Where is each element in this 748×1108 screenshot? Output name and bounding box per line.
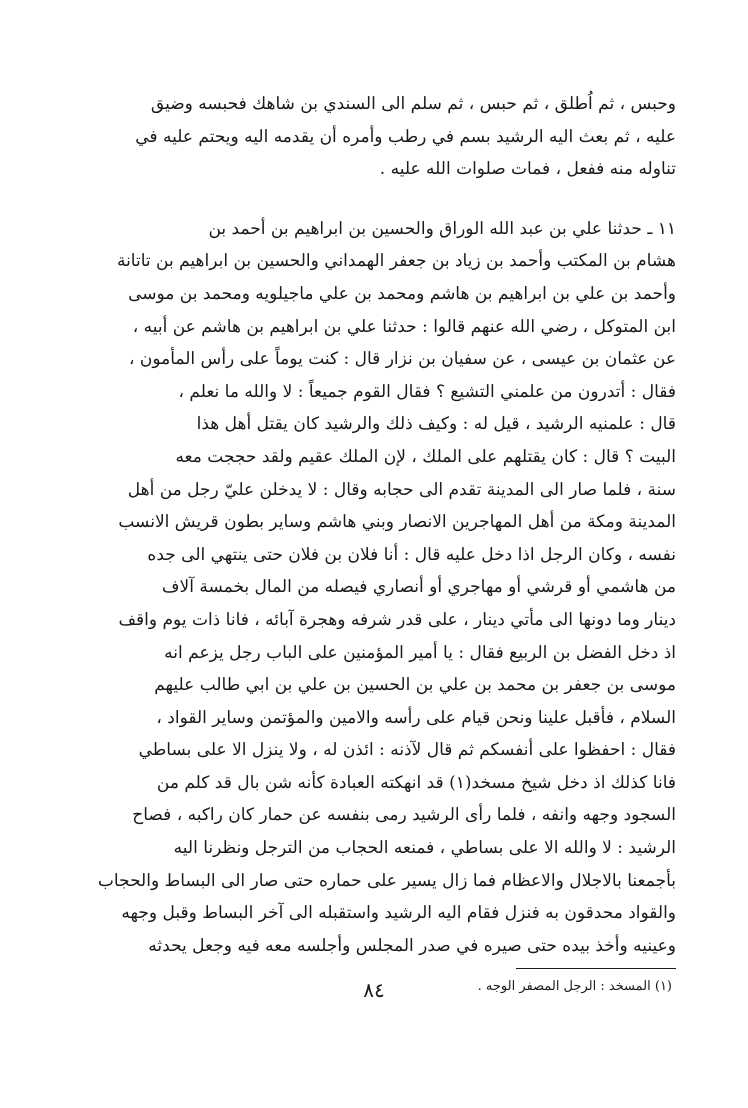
paragraph-gap: [72, 186, 676, 213]
page-number: ٨٤: [363, 978, 385, 1002]
text-line: قال : علمنيه الرشيد ، قيل له : وكيف ذلك والرشيد كان يقتل أهل هذا: [196, 414, 676, 435]
text-line: وحبس ، ثم اُطلق ، ثم حبس ، ثم سلم الى السندي بن شاهك فحبسه وضيق: [150, 94, 676, 114]
text-line: بأجمعنا بالاجلال والاعظام فما زال يسير على حماره حتى صار الى البساط والحجاب: [97, 870, 676, 891]
text-line: فقال : احفظوا على أنفسكم ثم قال لآذنه : ائذن له ، ولا ينزل الا على بساطي: [138, 740, 676, 761]
text-line: السلام ، فأقبل علينا ونحن قيام على رأسه والامين والمؤتمن وساير القواد ،: [156, 707, 676, 728]
text-line: سنة ، فلما صار الى المدينة تقدم الى حجابه وقال : لا يدخلن عليّ رجل من أهل: [127, 479, 676, 500]
text-line: والقواد محدقون به فنزل فقام اليه الرشيد واستقبله الى آخر البساط وقبل وجهه: [121, 903, 676, 924]
text-line: موسى بن جعفر بن محمد بن علي بن الحسين بن علي بن ابي طالب عليهم: [154, 675, 676, 696]
footnote-divider: [516, 968, 676, 969]
text-line: نفسه ، وكان الرجل اذا دخل عليه قال : أنا فلان بن فلان حتى ينتهي الى جده: [147, 544, 676, 565]
text-line: وأحمد بن علي بن ابراهيم بن هاشم ومحمد بن علي ماجيلويه ومحمد بن موسى: [128, 283, 676, 304]
text-line: الرشيد : لا والله الا على بساطي ، فمنعه الحجاب من الترجل ونظرنا اليه: [173, 838, 676, 859]
text-line: دينار وما دونها الى مأتي دينار ، على قدر شرفه وهجرة آبائه ، فانا ذات يوم واقف: [118, 609, 676, 630]
paragraph-1: [72, 88, 676, 186]
text-line: من هاشمي أو قرشي أو مهاجري أو أنصاري فيصله من المال بخمسة آلاف: [161, 577, 676, 598]
text-line: فانا كذلك اذ دخل شيخ مسخد(١) قد انهكته العبادة كأنه شن بال قد كلم من: [156, 772, 676, 793]
page-body: [72, 88, 676, 999]
text-line: وعينيه وأخذ بيده حتى صيره في صدر المجلس وأجلسه معه فيه وجعل يحدثه: [148, 935, 676, 956]
text-line: عليه ، ثم بعث اليه الرشيد بسم في رطب وأمره أن يقدمه اليه ويحتم عليه في: [135, 126, 676, 147]
text-line: البيت ؟ قال : كان يقتلهم على الملك ، لإن الملك عقيم ولقد حججت معه: [175, 446, 676, 467]
text-line: عن عثمان بن عيسى ، عن سفيان بن نزار قال : كنت يوماً على رأس المأمون ،: [128, 349, 676, 370]
text-line: ابن المتوكل ، رضي الله عنهم قالوا : حدثنا علي بن ابراهيم بن هاشم عن أبيه ،: [132, 316, 676, 337]
text-line: المدينة ومكة من أهل المهاجرين الانصار وبني هاشم وساير بطون قريش الانسب: [118, 512, 676, 533]
text-line: اذ دخل الفضل بن الربيع فقال : يا أمير المؤمنين على الباب رجل يزعم انه: [164, 642, 676, 663]
text-line: هشام بن المكتب وأحمد بن زياد بن جعفر الهمداني والحسين بن ابراهيم بن تاتانة: [116, 251, 676, 272]
text-line: تناوله منه ففعل ، فمات صلوات الله عليه .: [379, 159, 676, 180]
text-line: السجود وجهه وانفه ، فلما رأى الرشيد رمى بنفسه عن حمار كان راكبه ، فصاح: [132, 805, 676, 826]
paragraph-2: [72, 213, 676, 963]
footnote: (١) المسخد : الرجل المصفر الوجه .: [477, 979, 672, 995]
text-line: ١١ ـ حدثنا علي بن عبد الله الوراق والحسين بن ابراهيم بن أحمد بن: [208, 218, 676, 239]
text-line: فقال : أتدرون من علمني التشيع ؟ فقال القوم جميعاً : لا والله ما نعلم ،: [178, 381, 676, 402]
